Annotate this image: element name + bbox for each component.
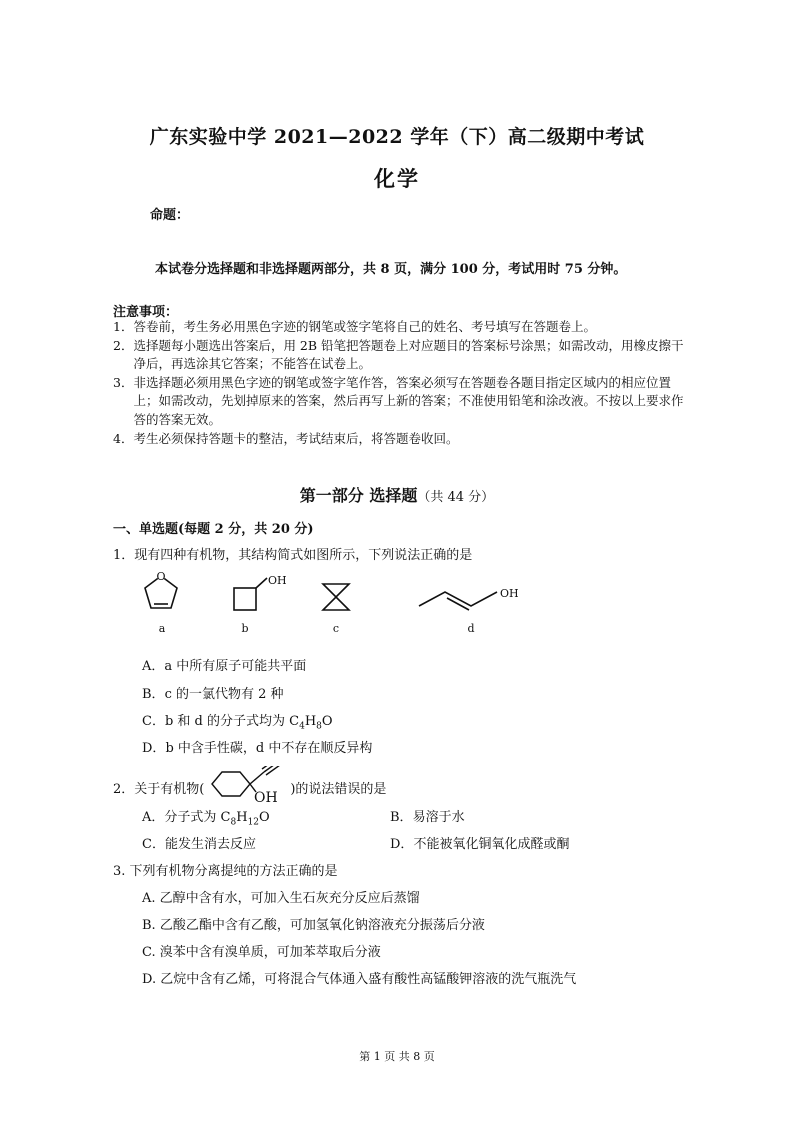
note-number: 2． — [113, 337, 134, 353]
label-d: d — [467, 622, 475, 635]
q2-stem: 2．关于有机物( OH )的说法错误的是 — [113, 772, 386, 802]
q1-stem: 1．现有四种有机物，其结构简式如图所示，下列说法正确的是 — [113, 548, 473, 563]
section-name: 第一部分 选择题 — [299, 486, 418, 505]
author-label: 命题： — [150, 208, 190, 223]
structure-d — [419, 592, 497, 610]
label-b-oh: OH — [268, 574, 287, 587]
q3-option-c[interactable]: C. 溴苯中含有溴单质，可加苯萃取后分液 — [142, 945, 381, 960]
page-footer: 第 1 页 共 8 页 — [359, 1050, 435, 1063]
q1-option-a[interactable]: A．a 中所有原子可能共平面 — [142, 659, 307, 674]
note-item — [113, 337, 693, 374]
q2-structure — [204, 766, 290, 802]
note-text: 非选择题必须用黑色字迹的钢笔或签字笔作答，答案必须写在答题卷各题目指定区域内的相应位置上；如需改动，先划掉原来的答案，然后再写上新的答案；不准使用铅笔和涂改液。不按以上要求作答的答案无效。 — [133, 374, 684, 427]
q2-option-b[interactable]: B．易溶于水 — [390, 810, 465, 825]
note-text: 选择题每小题选出答案后，用 2B 铅笔把答题卷上对应题目的答案标号涂黑；如需改动，用橡皮擦干净后，再选涂其它答案；不能答在试卷上。 — [133, 337, 684, 372]
note-text: 考生必须保持答题卡的整洁，考试结束后，将答题卷收回。 — [133, 430, 459, 446]
intro-text: 本试卷分选择题和非选择题两部分，共 8 页，满分 100 分，考试用时 75 分钟。 — [155, 262, 627, 277]
label-d-oh: OH — [500, 587, 519, 600]
section-points: （共 44 分） — [417, 490, 495, 505]
note-item — [113, 374, 693, 430]
q1-option-d[interactable]: D．b 中含手性碳，d 中不存在顺反异构 — [142, 741, 373, 756]
q1-structures — [135, 570, 555, 642]
q3-option-d[interactable]: D. 乙烷中含有乙烯，可将混合气体通入盛有酸性高锰酸钾溶液的洗气瓶洗气 — [142, 972, 577, 987]
q2-option-a[interactable]: A．分子式为 $C_8H_{12}O$ — [142, 810, 270, 828]
q2-oh-label: OH — [254, 790, 279, 802]
q3-option-a[interactable]: A. 乙醇中含有水，可加入生石灰充分反应后蒸馏 — [142, 891, 420, 906]
label-c: c — [332, 622, 340, 635]
structure-c — [323, 584, 349, 610]
label-b: b — [241, 622, 249, 635]
notes-list — [113, 318, 693, 448]
q3-stem: 3. 下列有机物分离提纯的方法正确的是 — [113, 864, 338, 879]
subsection-heading: 一、单选题(每题 2 分，共 20 分) — [113, 522, 314, 537]
note-text: 答卷前，考生务必用黑色字迹的钢笔或签字笔将自己的姓名、考号填写在答题卷上。 — [133, 319, 596, 334]
structure-b — [234, 578, 267, 610]
note-item — [113, 430, 693, 449]
notes-heading: 注意事项： — [113, 305, 179, 320]
subject-title: 化学 — [374, 166, 420, 191]
note-item — [113, 318, 693, 337]
section-title — [0, 483, 794, 506]
svg-text:O: O — [156, 570, 166, 583]
q2-option-d[interactable]: D．不能被氧化铜氧化成醛或酮 — [390, 837, 570, 852]
q2-option-c[interactable]: C．能发生消去反应 — [142, 837, 256, 852]
note-number: 4． — [113, 430, 134, 446]
q1-option-c[interactable]: C．b 和 d 的分子式均为 $C_4H_8O$ — [142, 714, 333, 732]
q3-option-b[interactable]: B. 乙酸乙酯中含有乙酸，可加氢氧化钠溶液充分振荡后分液 — [142, 918, 485, 933]
q1-option-b[interactable]: B．c 的一氯代物有 2 种 — [142, 687, 284, 702]
exam-title: 广东实验中学 2021—2022 学年（下）高二级期中考试 — [149, 126, 645, 148]
note-number: 1． — [113, 319, 134, 334]
label-a: a — [158, 622, 166, 635]
note-number: 3． — [113, 374, 134, 390]
